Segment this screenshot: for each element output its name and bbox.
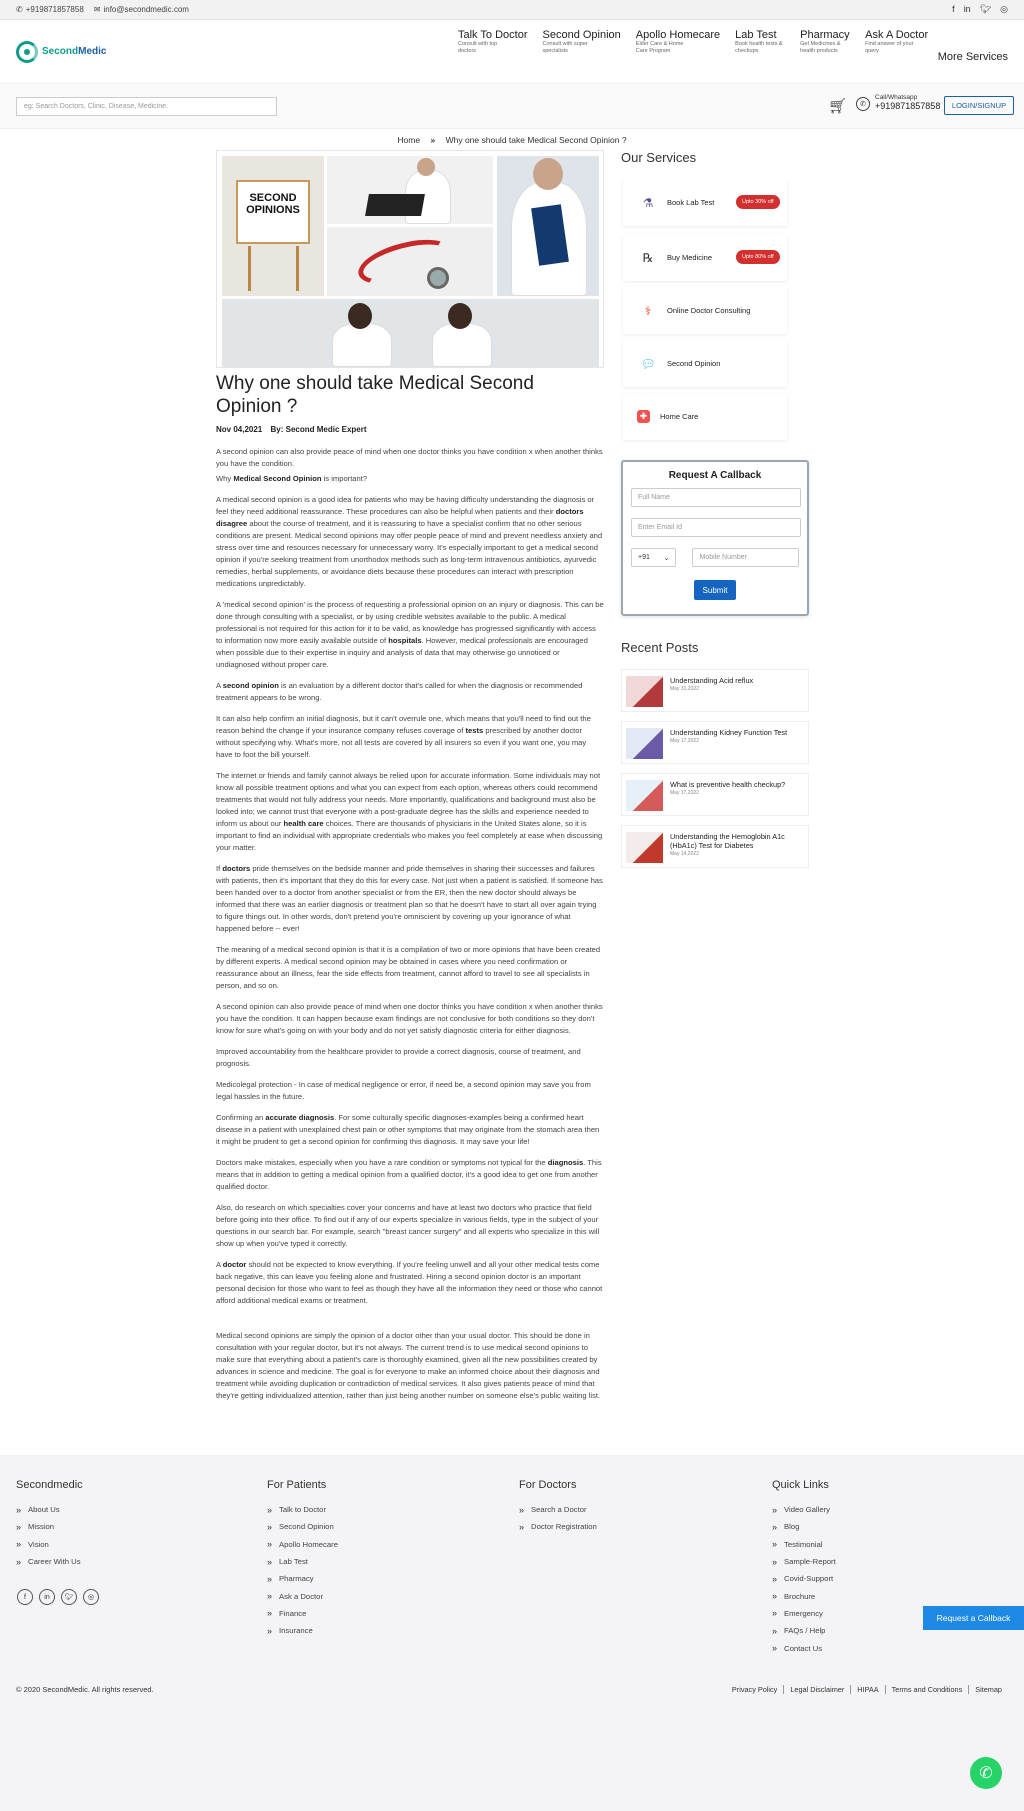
article-body	[216, 446, 604, 1402]
post-thumbnail	[626, 832, 663, 863]
footer-column-title: For Doctors	[519, 1479, 577, 1491]
hero-collage-image	[216, 150, 604, 368]
nav-item-lab-test[interactable]	[735, 29, 785, 55]
post-title: Understanding the Hemoglobin A1c (HbA1c) Test for Diabetes	[670, 832, 785, 850]
stethoscope-photo	[327, 227, 493, 296]
lab-test-icon: ⚗	[642, 195, 654, 210]
article-author: By: Second Medic Expert	[270, 425, 367, 434]
footer-link[interactable]: » Second Opinion	[267, 1518, 338, 1535]
callback-title: Request A Callback	[668, 470, 762, 481]
footer-link[interactable]: » Video Gallery	[772, 1501, 836, 1518]
keyword-link[interactable]: second opinion	[222, 681, 279, 690]
site-logo[interactable]: SecondMedic	[16, 41, 106, 63]
footer-legal-link[interactable]: Terms and Conditions	[885, 1685, 969, 1694]
service-buy-medicine[interactable]	[623, 234, 787, 281]
service-label: Second Opinion	[667, 359, 721, 368]
phone-icon: ✆	[16, 5, 23, 14]
footer-link[interactable]: » Contact Us	[772, 1639, 836, 1656]
submit-button[interactable]: Submit	[694, 580, 736, 600]
article-paragraph: If doctors pride themselves on the bedside manner and pride themselves in sharing their successes and failures with patients, then it's important that they do this for every case. Not just when a patient is satisfied. If someone has been handed over to a doctor from another specialist or from the ER, then the new doctor should always be informed that there was an earlier diagnosis or treatment plan so that he doesn't have to start all over again trying to figure things out. In other words, don't pretend you're omniscient by covering up your ignorance of what happened before -- ever!	[216, 864, 603, 933]
nav-item-title: Apollo Homecare	[635, 29, 721, 41]
article-paragraph: Why Medical Second Opinion is important?	[216, 474, 368, 483]
nav-item-subtitle: Find answer of your query	[865, 41, 914, 54]
twitter-icon[interactable]: 🐦︎	[979, 4, 992, 14]
nav-item-talk-to-doctor[interactable]	[458, 29, 528, 55]
article-paragraph: A medical second opinion is a good idea for patients who may be having difficulty understanding the diagnosis or feel they need additional reassurance. These procedures can also be helpful when patients and their doctors disagree about the course of treatment, and it is reassuring to have a specialist confirm that no other serious conditions are present. Medical second opinions may offer people peace of mind and prevent needless anxiety and stress over time and resources necessary for unnecessary worry. It's especially important to get a medical second opinion if you're seeking treatment from unorthodox methods such as long-term intravenous antibiotics, ayurvedic remedies, herbal supplements, or avoidance diets because these procedures can interact with prescription medications unpredictably.	[216, 495, 603, 588]
services-heading: Our Services	[621, 150, 697, 165]
post-title: Understanding Acid reflux	[670, 676, 754, 685]
medical-cross-icon: ✚	[637, 410, 650, 423]
keyword-link[interactable]: doctors	[222, 864, 251, 873]
nav-item-title: Ask A Doctor	[865, 29, 929, 41]
article-paragraph: A second opinion is an evaluation by a different doctor that's called for when the diagnosis or recommended treatment appears to be wrong.	[216, 681, 583, 702]
recent-post-card[interactable]	[621, 721, 809, 764]
nav-item-title: Talk To Doctor	[458, 29, 528, 41]
second-opinions-sign: SECOND OPINIONS	[236, 180, 310, 244]
service-label: Buy Medicine	[667, 253, 713, 262]
article-paragraph: The meaning of a medical second opinion is that it is a compilation of two or more opinions that have been created by different experts. A medical second opinion may be obtained in cases where you need confirmation or reassurance about an illness, fear the side effects from treatment, cannot afford to travel to see all specialists in person, and so on.	[216, 945, 601, 990]
article-paragraph: A second opinion can also provide peace of mind when one doctor thinks you have condition x when another thinks you have the condition. It can happen because exam findings are not conclusive for both conditions so they don't know for sure what's going on with your body and do not yet satisfy diagnostic criteria for either diagnosis.	[216, 1002, 603, 1035]
footer-link[interactable]: » Sample-Report	[772, 1553, 836, 1570]
doctor-clipboard-photo	[497, 156, 599, 296]
top-bar	[0, 0, 1024, 20]
breadcrumb-separator-icon: »	[430, 135, 436, 145]
logo-mark-icon	[16, 41, 38, 63]
footer-link[interactable]: » Search a Doctor	[519, 1501, 597, 1518]
footer-link[interactable]: » Finance	[267, 1605, 338, 1622]
copyright: © 2020 SecondMedic. All rights reserved.	[16, 1685, 154, 1694]
footer-column-title: Quick Links	[772, 1479, 829, 1491]
main-nav	[458, 29, 943, 55]
chevron-down-icon: ⌄	[663, 554, 670, 562]
footer-link[interactable]: » Doctor Registration	[519, 1518, 597, 1535]
footer-legal-link[interactable]: Sitemap	[968, 1685, 1008, 1694]
linkedin-icon[interactable]: in	[39, 1589, 55, 1605]
phone-contact[interactable]: ✆ +919871857858	[16, 5, 84, 14]
footer-link[interactable]: » Ask a Doctor	[267, 1587, 338, 1604]
article-column	[216, 150, 604, 1402]
service-home-care[interactable]	[623, 393, 787, 440]
post-title: Understanding Kidney Function Test	[670, 728, 788, 737]
post-date: May 17,2022	[670, 738, 699, 744]
footer-link[interactable]: » Covid-Support	[772, 1570, 836, 1587]
discount-badge: Upto 80% off	[736, 250, 780, 264]
main-header	[0, 20, 1024, 84]
discount-badge: Upto 30% off	[736, 195, 780, 209]
footer-link[interactable]: » About Us	[16, 1501, 83, 1518]
keyword-link[interactable]: accurate diagnosis	[265, 1113, 335, 1122]
whatsapp-icon[interactable]: ✆	[856, 97, 870, 111]
nav-item-ask-a-doctor[interactable]	[865, 29, 928, 55]
nav-item-second-opinion[interactable]	[543, 29, 621, 55]
recent-posts-list	[621, 669, 809, 868]
article-paragraph: Also, do research on which specialties cover your concerns and have at least two doctors who practice that field before going into their office. To find out if any of our experts specialize in various fields, type in the subject of your questions in our search bar. For example, search "breast cancer surgery" and all experts who specialize in this will show up when you've typed it correctly.	[216, 1203, 600, 1248]
footer-link[interactable]: » Vision	[16, 1536, 83, 1553]
facebook-icon[interactable]: f	[17, 1589, 33, 1605]
footer-column	[772, 1479, 836, 1657]
footer-link[interactable]: » Career With Us	[16, 1553, 83, 1570]
article-paragraph: Medical second opinions are simply the opinion of a doctor other than your usual doctor. This should be done in consultation with your regular doctor, but it's not always. The current trend is to use medical second opinions to make sure that everything about a patient's care is thoroughly examined, given all the new possibilities created by advances in science and medicine. The goal is for everyone to make an informed choice about their diagnosis and treatment while avoiding duplication or contradiction of medical services. It also gives patients peace of mind that they're getting individualized attention, rather than just being another number on someone else's public waiting list.	[216, 1331, 601, 1400]
footer-legal-links	[726, 1685, 1008, 1694]
footer-link[interactable]: » Apollo Homecare	[267, 1536, 338, 1553]
nav-item-title: Second Opinion	[542, 29, 621, 41]
stethoscope-icon: ⚕	[644, 303, 652, 318]
recent-posts-heading: Recent Posts	[621, 640, 699, 655]
footer-link[interactable]: » Insurance	[267, 1622, 338, 1639]
keyword-link[interactable]: doctor	[222, 1260, 247, 1269]
article-paragraph: Doctors make mistakes, especially when you have a rare condition or symptoms not typical for the diagnosis. This means that in addition to getting a medical opinion from a qualified doctor, it's a good idea to get one from another qualified doctor.	[216, 1158, 602, 1191]
footer-legal-link[interactable]: Legal Disclaimer	[783, 1685, 850, 1694]
footer-column	[519, 1479, 597, 1536]
footer-link[interactable]: » Testimonial	[772, 1536, 836, 1553]
footer	[0, 1455, 1024, 1811]
search-input[interactable]: eg: Search Doctors, Clinic, Disease, Medicine.	[16, 97, 277, 116]
article-paragraph: The internet or friends and family cannot always be relied upon for accurate information. Some individuals may not know all possible treatment options and what you can expect from each option, whereas others could recommend treatments that would not fully address your needs. More importantly, qualifications and background must also be looked into; we cannot trust that everyone with a post-graduate degree has the skills and experience needed to inform us about our health care choices. There are thousands of physicians in the United States alone, so it is important to find an individual with appropriate credentials who makes you feel completely at ease when discussing your matter.	[216, 771, 603, 852]
nav-item-pharmacy[interactable]	[800, 29, 850, 55]
keyword-link[interactable]: hospitals	[388, 636, 422, 645]
footer-link[interactable]: » FAQs / Help	[772, 1622, 836, 1639]
keyword-link[interactable]: tests	[465, 726, 484, 735]
nav-item-subtitle: Elder Care & Home Care Program	[635, 41, 684, 54]
country-code-select[interactable]: +91 ⌄	[631, 548, 676, 567]
post-title: What is preventive health checkup?	[670, 780, 786, 789]
nav-item-apollo-homecare[interactable]	[636, 29, 720, 55]
sidebar	[621, 150, 809, 868]
footer-social	[17, 1589, 99, 1605]
keyword-link[interactable]: Medical Second Opinion	[233, 474, 322, 483]
facebook-icon[interactable]: f	[952, 4, 955, 14]
linkedin-icon[interactable]: in	[963, 4, 971, 14]
footer-link[interactable]: » Lab Test	[267, 1553, 338, 1570]
services-list	[621, 179, 809, 440]
more-services-menu[interactable]: More Services	[937, 51, 1008, 63]
mail-icon: ✉	[93, 5, 101, 14]
post-date: May 17,2022	[670, 790, 699, 796]
article-paragraph: Medicolegal protection - In case of medical negligence or error, if need be, a second opinion may save you from legal hassles in the future.	[216, 1080, 591, 1101]
callback-form	[621, 460, 809, 616]
doctors-group-photo	[222, 299, 599, 367]
keyword-link[interactable]: health care	[283, 819, 324, 828]
footer-column	[267, 1479, 338, 1639]
footer-column	[16, 1479, 83, 1570]
nav-item-subtitle: Consult with top doctors	[458, 41, 498, 54]
footer-column-title: For Patients	[267, 1479, 327, 1491]
post-thumbnail	[626, 780, 663, 811]
breadcrumb	[0, 129, 1024, 145]
service-second-opinion[interactable]	[623, 340, 787, 387]
breadcrumb-home[interactable]: Home	[397, 135, 421, 145]
service-label: Home Care	[660, 412, 699, 421]
nav-item-subtitle: Consult with super specialists	[542, 41, 588, 54]
article-date: Nov 04,2021	[216, 425, 263, 434]
easel-photo	[222, 156, 324, 296]
service-label: Book Lab Test	[667, 198, 715, 207]
article-paragraph: Improved accountability from the healthcare provider to provide a correct diagnosis, course of treatment, and prognosis.	[216, 1047, 581, 1068]
post-date: May 31,2022	[670, 686, 699, 692]
doctor-laptop-photo	[327, 156, 493, 224]
instagram-icon[interactable]: ◎	[83, 1589, 99, 1605]
breadcrumb-current: Why one should take Medical Second Opinion ?	[445, 135, 627, 145]
article-paragraph: A doctor should not be expected to know everything. If you're feeling unwell and all your other medical tests come back negative, this can leave you feeling alone and frustrated. Hiring a second opinion doctor is an important personal decision for those who want to feel as though they have all the information they need or those who cannot afford additional medical exams or treatment.	[216, 1260, 603, 1305]
mobile-number-field[interactable]: Mobile Number	[692, 548, 799, 567]
whatsapp-chat-icon[interactable]: ✆	[970, 1757, 1002, 1789]
instagram-icon[interactable]: ◎	[1000, 4, 1008, 14]
keyword-link[interactable]: doctors disagree	[216, 507, 584, 528]
service-online-doctor-consulting[interactable]	[623, 287, 787, 334]
footer-link[interactable]: » Blog	[772, 1518, 836, 1535]
full-name-field[interactable]: Full Name	[631, 488, 801, 507]
article-paragraph: A 'medical second opinion' is the process of requesting a professional opinion on an injury or diagnosis. This can be done through consulting with a specialist, or by using credible websites available to the public. A medical professional is not required for this action for it to be valid, as knowledge has progressed significantly with access to information now more easily available outside of hospitals. However, medical professionals are encouraged when possible due to their expertise in inquiry and analysis of data that may otherwise go unnoticed or undiagnosed without proper care.	[216, 600, 604, 669]
footer-link[interactable]: » Emergency	[772, 1605, 836, 1622]
recent-post-card[interactable]	[621, 825, 809, 868]
search-row	[0, 84, 1024, 129]
footer-link[interactable]: » Talk to Doctor	[267, 1501, 338, 1518]
service-label: Online Doctor Consulting	[667, 306, 751, 315]
email-field[interactable]: Enter Email Id	[631, 518, 801, 537]
footer-legal-link[interactable]: HIPAA	[850, 1685, 884, 1694]
footer-link[interactable]: » Pharmacy	[267, 1570, 338, 1587]
footer-column-title: Secondmedic	[16, 1479, 83, 1491]
request-callback-button[interactable]: Request a Callback	[923, 1606, 1024, 1630]
footer-legal-link[interactable]: Privacy Policy	[731, 1685, 778, 1694]
recent-post-card[interactable]	[621, 773, 809, 816]
twitter-icon[interactable]: 🐦︎	[61, 1589, 77, 1605]
article-paragraph: It can also help confirm an initial diagnosis, but it can't overrule one, which means that you'll need to find out the reason behind the change if your insurance company refuses coverage of tests prescribed by another doctor without specifying why. What's more, not all tests are covered by all insurers so even if you want one, you may have to foot the bill yourself.	[216, 714, 591, 759]
call-whatsapp[interactable]: Call/Whatsapp +919871857858	[875, 94, 941, 111]
footer-link[interactable]: » Brochure	[772, 1587, 836, 1604]
footer-link[interactable]: » Mission	[16, 1518, 83, 1535]
post-thumbnail	[626, 676, 663, 707]
login-signup-button[interactable]: LOGIN/SIGNUP	[944, 96, 1014, 115]
keyword-link[interactable]: diagnosis	[547, 1158, 584, 1167]
nav-item-subtitle: Get Medicines & health products	[800, 41, 841, 54]
post-thumbnail	[626, 728, 663, 759]
email-contact[interactable]: ✉ info@secondmedic.com	[93, 5, 189, 14]
nav-item-subtitle: Book health tests & checkups	[735, 41, 783, 54]
article-meta	[216, 425, 604, 434]
cart-icon[interactable]: 🛒︎	[828, 98, 848, 115]
post-date: May 14,2022	[670, 851, 699, 857]
nav-item-title: Pharmacy	[800, 29, 850, 41]
article-paragraph: A second opinion can also provide peace of mind when one doctor thinks you have condition x when another thinks you have the condition.	[216, 447, 603, 468]
medicine-icon: ℞	[642, 250, 654, 265]
article-paragraph: Confirming an accurate diagnosis. For some culturally specific diagnoses-examples being a confirmed heart disease in a patient with unexplained chest pain or other symptoms that may originate from the stomach area then it might be prudent to get a second opinion for confirming this diagnosis. It may save your life!	[216, 1113, 600, 1146]
service-book-lab-test[interactable]	[623, 179, 787, 226]
recent-post-card[interactable]	[621, 669, 809, 712]
chat-bubbles-icon: 💬︎	[640, 356, 656, 371]
nav-item-title: Lab Test	[735, 29, 777, 41]
article-title: Why one should take Medical Second Opinion ?	[216, 373, 534, 417]
